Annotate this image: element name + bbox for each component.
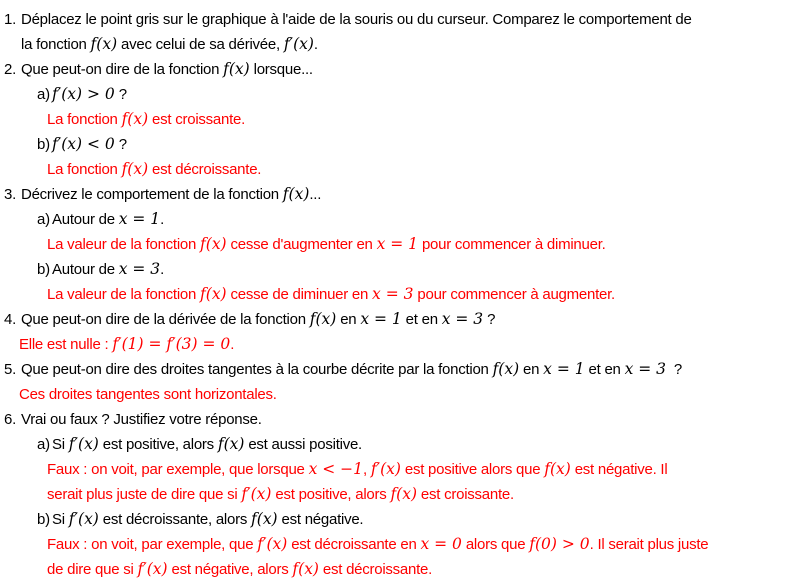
math-run: f′(x) > 0 [52, 85, 115, 103]
item-marker: 4. [4, 311, 17, 328]
question-item [0, 7, 791, 57]
math-run: x < −1 [308, 460, 364, 478]
text-line [0, 257, 791, 282]
math-run: x = 3 [118, 260, 161, 278]
text-line [0, 232, 791, 257]
text-line [0, 7, 791, 32]
text-line [0, 307, 791, 332]
question-item [0, 82, 791, 107]
math-run: f′(x) [370, 460, 401, 478]
answer-paragraph [0, 282, 791, 307]
text-run: et en [584, 361, 625, 378]
math-run: x = 3 [441, 310, 484, 328]
math-run: f(x) [544, 460, 571, 478]
text-line [0, 282, 791, 307]
text-line [0, 207, 791, 232]
text-run: ? [114, 86, 127, 103]
answer-paragraph [0, 332, 791, 357]
math-run: f′(1) = f′(3) = 0 [112, 335, 231, 353]
text-run: Si [52, 511, 69, 528]
answer-paragraph [0, 107, 791, 132]
math-run: f′(x) [68, 435, 99, 453]
text-run: Autour de [52, 211, 119, 228]
text-run: alors que [461, 536, 530, 553]
item-marker: 5. [4, 361, 17, 378]
question-item [0, 57, 791, 82]
text-run: . [160, 261, 165, 278]
text-line [0, 557, 791, 582]
question-item [0, 507, 791, 532]
text-run: ? [666, 361, 682, 378]
math-run: f(x) [200, 285, 227, 303]
item-marker: a) [37, 211, 50, 228]
text-line [0, 332, 791, 357]
text-run: est décroissante, alors [98, 511, 252, 528]
text-run: cesse d'augmenter en [226, 236, 377, 253]
text-run: Autour de [52, 261, 119, 278]
math-run: f′(x) [68, 510, 99, 528]
math-run: f′(x) [241, 485, 272, 503]
math-run: f(x) [292, 560, 319, 578]
text-line [0, 57, 791, 82]
text-run: . Il serait plus juste [589, 536, 709, 553]
math-run: f(x) [309, 310, 337, 328]
text-run: est décroissante en [287, 536, 421, 553]
math-run: f(x) [90, 35, 118, 53]
text-run: est positive, alors [98, 436, 218, 453]
question-item [0, 407, 791, 432]
item-marker: 1. [4, 11, 17, 28]
text-run: . [230, 336, 235, 353]
question-item [0, 432, 791, 457]
text-run: La fonction [47, 161, 122, 178]
text-line [0, 132, 791, 157]
text-run: est croissante. [148, 111, 246, 128]
math-run: x = 3 [372, 285, 414, 303]
text-run: lorsque... [249, 61, 313, 78]
text-run: pour commencer à diminuer. [418, 236, 606, 253]
question-item [0, 257, 791, 282]
item-marker: 6. [4, 411, 17, 428]
math-run: f(x) [282, 185, 310, 203]
question-item [0, 207, 791, 232]
text-run: . [313, 36, 318, 53]
item-marker: 2. [4, 61, 17, 78]
math-run: x = 1 [543, 360, 585, 378]
math-run: f(x) [200, 235, 227, 253]
math-run: f(x) [492, 360, 520, 378]
text-run: Que peut-on dire des droites tangentes à la courbe décrite par la fonction [21, 361, 493, 378]
answer-paragraph [0, 157, 791, 182]
text-run: Vrai ou faux ? Justifiez votre réponse. [21, 411, 262, 428]
text-line [0, 482, 791, 507]
item-marker: 3. [4, 186, 17, 203]
question-item [0, 307, 791, 332]
text-line [0, 432, 791, 457]
text-run: Elle est nulle : [19, 336, 113, 353]
text-line [0, 157, 791, 182]
math-run: x = 3 [624, 360, 667, 378]
text-run: ? [114, 136, 127, 153]
item-marker: a) [37, 436, 50, 453]
math-run: f(0) > 0 [529, 535, 590, 553]
text-run: Décrivez le comportement de la fonction [21, 186, 283, 203]
text-line [0, 107, 791, 132]
text-line [0, 532, 791, 557]
math-run: f(x) [121, 160, 149, 178]
text-run: . [160, 211, 165, 228]
text-run: pour commencer à augmenter. [413, 286, 615, 303]
text-run: ? [483, 311, 496, 328]
text-run: est croissante. [417, 486, 514, 503]
text-run: est négative, alors [167, 561, 293, 578]
math-run: f(x) [121, 110, 149, 128]
text-run: La valeur de la fonction [47, 286, 201, 303]
text-run: Si [52, 436, 69, 453]
text-run: en [336, 311, 361, 328]
text-run: de dire que si [47, 561, 138, 578]
text-line [0, 182, 791, 207]
question-item [0, 182, 791, 207]
math-run: f(x) [251, 510, 278, 528]
text-run: et en [401, 311, 442, 328]
text-run: Ces droites tangentes sont horizontales. [19, 386, 277, 403]
text-run: la fonction [21, 36, 91, 53]
text-run: Que peut-on dire de la fonction [21, 61, 224, 78]
text-run: ... [309, 186, 322, 203]
math-run: f(x) [390, 485, 418, 503]
question-item [0, 132, 791, 157]
text-run: est négative. [277, 511, 364, 528]
item-marker: a) [37, 86, 50, 103]
text-run: serait plus juste de dire que si [47, 486, 242, 503]
answer-paragraph [0, 382, 791, 407]
text-run: La valeur de la fonction [47, 236, 201, 253]
math-run: f(x) [217, 435, 245, 453]
math-run: x = 1 [118, 210, 161, 228]
text-run: est positive, alors [271, 486, 391, 503]
math-run: f(x) [223, 60, 250, 78]
text-run: Déplacez le point gris sur le graphique à l'aide de la souris ou du curseur. Comparez le comportement de [21, 11, 692, 28]
text-run: cesse de diminuer en [226, 286, 373, 303]
text-run: avec celui de sa dérivée, [117, 36, 284, 53]
math-run: f′(x) [137, 560, 168, 578]
text-run: est négative. Il [570, 461, 668, 478]
text-run: , [363, 461, 371, 478]
answer-paragraph [0, 457, 791, 507]
text-run: Faux : on voit, par exemple, que [47, 536, 258, 553]
text-run: est aussi positive. [244, 436, 362, 453]
text-line [0, 382, 791, 407]
math-run: x = 0 [420, 535, 462, 553]
item-marker: b) [37, 136, 50, 153]
math-run: x = 1 [360, 310, 402, 328]
text-run: est décroissante. [318, 561, 433, 578]
math-run: f′(x) [257, 535, 288, 553]
math-run: f′(x) [283, 35, 314, 53]
text-line [0, 457, 791, 482]
math-run: x = 1 [376, 235, 419, 253]
text-run: est positive alors que [400, 461, 545, 478]
answer-paragraph [0, 232, 791, 257]
text-run: en [519, 361, 544, 378]
text-run: Que peut-on dire de la dérivée de la fonction [21, 311, 310, 328]
text-run: Faux : on voit, par exemple, que lorsque [47, 461, 309, 478]
question-item [0, 357, 791, 382]
text-line [0, 32, 791, 57]
item-marker: b) [37, 511, 50, 528]
text-run: La fonction [47, 111, 122, 128]
text-line [0, 357, 791, 382]
text-line [0, 82, 791, 107]
math-run: f′(x) < 0 [52, 135, 115, 153]
item-marker: b) [37, 261, 50, 278]
text-line [0, 407, 791, 432]
text-line [0, 507, 791, 532]
text-run: est décroissante. [148, 161, 262, 178]
